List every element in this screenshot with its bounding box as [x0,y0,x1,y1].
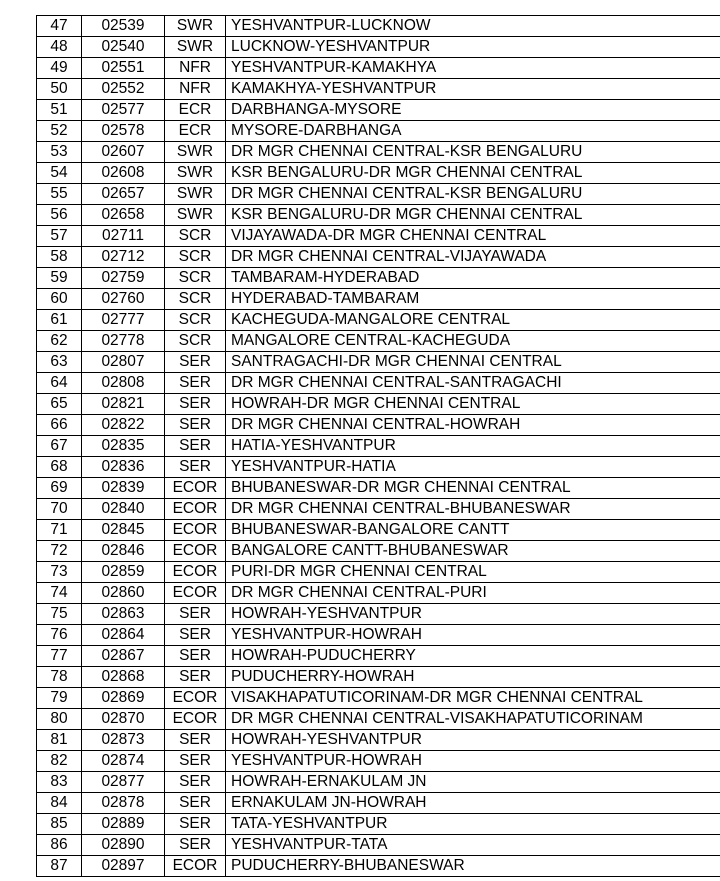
table-row [37,667,720,688]
serial-number-cell: 84 [37,793,82,814]
route-cell: BANGALORE CANTT-BHUBANESWAR [226,541,720,562]
train-number-cell: 02658 [82,205,165,226]
train-number-cell: 02836 [82,457,165,478]
table-row [37,58,720,79]
table-row [37,121,720,142]
train-number-cell: 02551 [82,58,165,79]
route-cell: PURI-DR MGR CHENNAI CENTRAL [226,562,720,583]
serial-number-cell: 71 [37,520,82,541]
train-number-cell: 02712 [82,247,165,268]
serial-number-cell: 69 [37,478,82,499]
table-row [37,247,720,268]
table-row [37,604,720,625]
railway-zone-cell: SER [165,730,226,751]
route-cell: YESHVANTPUR-HOWRAH [226,751,720,772]
train-number-cell: 02821 [82,394,165,415]
table-row [37,394,720,415]
table-body [37,16,720,877]
table-row [37,814,720,835]
railway-zone-cell: SCR [165,268,226,289]
serial-number-cell: 51 [37,100,82,121]
serial-number-cell: 72 [37,541,82,562]
train-number-cell: 02539 [82,16,165,37]
train-number-cell: 02839 [82,478,165,499]
serial-number-cell: 59 [37,268,82,289]
serial-number-cell: 87 [37,856,82,877]
serial-number-cell: 64 [37,373,82,394]
train-number-cell: 02878 [82,793,165,814]
table-row [37,457,720,478]
serial-number-cell: 65 [37,394,82,415]
train-number-cell: 02835 [82,436,165,457]
train-number-cell: 02552 [82,79,165,100]
serial-number-cell: 52 [37,121,82,142]
serial-number-cell: 76 [37,625,82,646]
serial-number-cell: 55 [37,184,82,205]
railway-zone-cell: SCR [165,310,226,331]
train-number-cell: 02873 [82,730,165,751]
route-cell: MYSORE-DARBHANGA [226,121,720,142]
train-number-cell: 02711 [82,226,165,247]
serial-number-cell: 68 [37,457,82,478]
route-cell: YESHVANTPUR-TATA [226,835,720,856]
serial-number-cell: 62 [37,331,82,352]
table-row [37,37,720,58]
serial-number-cell: 49 [37,58,82,79]
train-number-cell: 02807 [82,352,165,373]
route-cell: YESHVANTPUR-KAMAKHYA [226,58,720,79]
table-row [37,352,720,373]
train-number-cell: 02808 [82,373,165,394]
train-number-cell: 02870 [82,709,165,730]
route-cell: YESHVANTPUR-HOWRAH [226,625,720,646]
train-number-cell: 02822 [82,415,165,436]
route-cell: KSR BENGALURU-DR MGR CHENNAI CENTRAL [226,163,720,184]
table-row [37,142,720,163]
table-row [37,499,720,520]
railway-zone-cell: SER [165,646,226,667]
route-cell: BHUBANESWAR-DR MGR CHENNAI CENTRAL [226,478,720,499]
railway-zone-cell: SER [165,394,226,415]
route-cell: MANGALORE CENTRAL-KACHEGUDA [226,331,720,352]
railway-zone-cell: ECOR [165,541,226,562]
train-number-cell: 02846 [82,541,165,562]
serial-number-cell: 73 [37,562,82,583]
table-row [37,688,720,709]
railway-zone-cell: SCR [165,247,226,268]
route-cell: YESHVANTPUR-HATIA [226,457,720,478]
railway-zone-cell: SWR [165,16,226,37]
train-number-cell: 02874 [82,751,165,772]
table-row [37,184,720,205]
serial-number-cell: 81 [37,730,82,751]
railway-zone-cell: SER [165,436,226,457]
railway-zone-cell: SER [165,604,226,625]
serial-number-cell: 80 [37,709,82,730]
route-cell: VISAKHAPATUTICORINAM-DR MGR CHENNAI CENTRAL [226,688,720,709]
route-cell: HOWRAH-DR MGR CHENNAI CENTRAL [226,394,720,415]
serial-number-cell: 53 [37,142,82,163]
railway-zone-cell: SER [165,457,226,478]
train-number-cell: 02860 [82,583,165,604]
train-number-cell: 02897 [82,856,165,877]
railway-zone-cell: NFR [165,79,226,100]
serial-number-cell: 57 [37,226,82,247]
route-cell: HOWRAH-PUDUCHERRY [226,646,720,667]
serial-number-cell: 78 [37,667,82,688]
railway-zone-cell: SER [165,814,226,835]
table-row [37,100,720,121]
railway-zone-cell: SER [165,373,226,394]
railway-zone-cell: SER [165,415,226,436]
table-row [37,310,720,331]
railway-zone-cell: SER [165,793,226,814]
table-row [37,562,720,583]
route-cell: DR MGR CHENNAI CENTRAL-VISAKHAPATUTICORINAM [226,709,720,730]
serial-number-cell: 70 [37,499,82,520]
route-cell: HYDERABAD-TAMBARAM [226,289,720,310]
serial-number-cell: 50 [37,79,82,100]
train-number-cell: 02777 [82,310,165,331]
railway-zone-cell: SER [165,352,226,373]
table-row [37,646,720,667]
table-row [37,163,720,184]
serial-number-cell: 79 [37,688,82,709]
train-number-cell: 02864 [82,625,165,646]
serial-number-cell: 75 [37,604,82,625]
route-cell: DR MGR CHENNAI CENTRAL-BHUBANESWAR [226,499,720,520]
table-row [37,520,720,541]
table-row [37,709,720,730]
serial-number-cell: 82 [37,751,82,772]
train-number-cell: 02778 [82,331,165,352]
serial-number-cell: 60 [37,289,82,310]
railway-zone-cell: SWR [165,184,226,205]
railway-zone-cell: SWR [165,142,226,163]
serial-number-cell: 61 [37,310,82,331]
route-cell: KACHEGUDA-MANGALORE CENTRAL [226,310,720,331]
train-number-cell: 02889 [82,814,165,835]
route-cell: KSR BENGALURU-DR MGR CHENNAI CENTRAL [226,205,720,226]
table-row [37,79,720,100]
table-row [37,205,720,226]
train-number-cell: 02607 [82,142,165,163]
train-number-cell: 02869 [82,688,165,709]
railway-zone-cell: SER [165,667,226,688]
table-row [37,373,720,394]
train-number-cell: 02760 [82,289,165,310]
railway-zone-cell: ECOR [165,856,226,877]
train-number-cell: 02540 [82,37,165,58]
special-trains-table [36,15,720,877]
train-number-cell: 02859 [82,562,165,583]
serial-number-cell: 66 [37,415,82,436]
railway-zone-cell: SWR [165,37,226,58]
table-row [37,583,720,604]
railway-zone-cell: SCR [165,226,226,247]
route-cell: DARBHANGA-MYSORE [226,100,720,121]
train-number-cell: 02840 [82,499,165,520]
railway-zone-cell: SWR [165,205,226,226]
route-cell: ERNAKULAM JN-HOWRAH [226,793,720,814]
table-row [37,436,720,457]
serial-number-cell: 77 [37,646,82,667]
table-row [37,331,720,352]
route-cell: KAMAKHYA-YESHVANTPUR [226,79,720,100]
route-cell: HOWRAH-YESHVANTPUR [226,604,720,625]
table-row [37,226,720,247]
serial-number-cell: 48 [37,37,82,58]
railway-zone-cell: ECOR [165,520,226,541]
railway-zone-cell: NFR [165,58,226,79]
train-number-cell: 02867 [82,646,165,667]
route-cell: HATIA-YESHVANTPUR [226,436,720,457]
route-cell: DR MGR CHENNAI CENTRAL-VIJAYAWADA [226,247,720,268]
route-cell: VIJAYAWADA-DR MGR CHENNAI CENTRAL [226,226,720,247]
route-cell: PUDUCHERRY-HOWRAH [226,667,720,688]
table-row [37,541,720,562]
serial-number-cell: 47 [37,16,82,37]
train-number-cell: 02608 [82,163,165,184]
train-number-cell: 02845 [82,520,165,541]
train-number-cell: 02657 [82,184,165,205]
serial-number-cell: 74 [37,583,82,604]
route-cell: PUDUCHERRY-BHUBANESWAR [226,856,720,877]
railway-zone-cell: SER [165,625,226,646]
route-cell: DR MGR CHENNAI CENTRAL-SANTRAGACHI [226,373,720,394]
train-number-cell: 02890 [82,835,165,856]
route-cell: DR MGR CHENNAI CENTRAL-HOWRAH [226,415,720,436]
railway-zone-cell: SER [165,751,226,772]
railway-zone-cell: SCR [165,289,226,310]
table-row [37,751,720,772]
table-row [37,268,720,289]
train-number-cell: 02759 [82,268,165,289]
table-row [37,415,720,436]
table-row [37,289,720,310]
route-cell: DR MGR CHENNAI CENTRAL-KSR BENGALURU [226,142,720,163]
route-cell: DR MGR CHENNAI CENTRAL-KSR BENGALURU [226,184,720,205]
route-cell: TAMBARAM-HYDERABAD [226,268,720,289]
train-number-cell: 02577 [82,100,165,121]
table-row [37,16,720,37]
serial-number-cell: 63 [37,352,82,373]
route-cell: HOWRAH-ERNAKULAM JN [226,772,720,793]
table-row [37,625,720,646]
railway-zone-cell: SER [165,835,226,856]
railway-zone-cell: SCR [165,331,226,352]
railway-zone-cell: ECOR [165,688,226,709]
table-row [37,835,720,856]
railway-zone-cell: ECOR [165,562,226,583]
railway-zone-cell: ECOR [165,583,226,604]
table-row [37,856,720,877]
route-cell: TATA-YESHVANTPUR [226,814,720,835]
serial-number-cell: 86 [37,835,82,856]
railway-zone-cell: ECOR [165,709,226,730]
serial-number-cell: 83 [37,772,82,793]
railway-zone-cell: ECR [165,100,226,121]
railway-zone-cell: ECOR [165,499,226,520]
table-row [37,793,720,814]
table-row [37,730,720,751]
railway-zone-cell: SER [165,772,226,793]
route-cell: HOWRAH-YESHVANTPUR [226,730,720,751]
train-number-cell: 02863 [82,604,165,625]
train-number-cell: 02877 [82,772,165,793]
train-number-cell: 02868 [82,667,165,688]
serial-number-cell: 58 [37,247,82,268]
route-cell: SANTRAGACHI-DR MGR CHENNAI CENTRAL [226,352,720,373]
railway-zone-cell: ECOR [165,478,226,499]
route-cell: YESHVANTPUR-LUCKNOW [226,16,720,37]
serial-number-cell: 67 [37,436,82,457]
route-cell: DR MGR CHENNAI CENTRAL-PURI [226,583,720,604]
route-cell: BHUBANESWAR-BANGALORE CANTT [226,520,720,541]
table-row [37,772,720,793]
serial-number-cell: 54 [37,163,82,184]
route-cell: LUCKNOW-YESHVANTPUR [226,37,720,58]
serial-number-cell: 85 [37,814,82,835]
table-row [37,478,720,499]
railway-zone-cell: SWR [165,163,226,184]
serial-number-cell: 56 [37,205,82,226]
train-number-cell: 02578 [82,121,165,142]
railway-zone-cell: ECR [165,121,226,142]
